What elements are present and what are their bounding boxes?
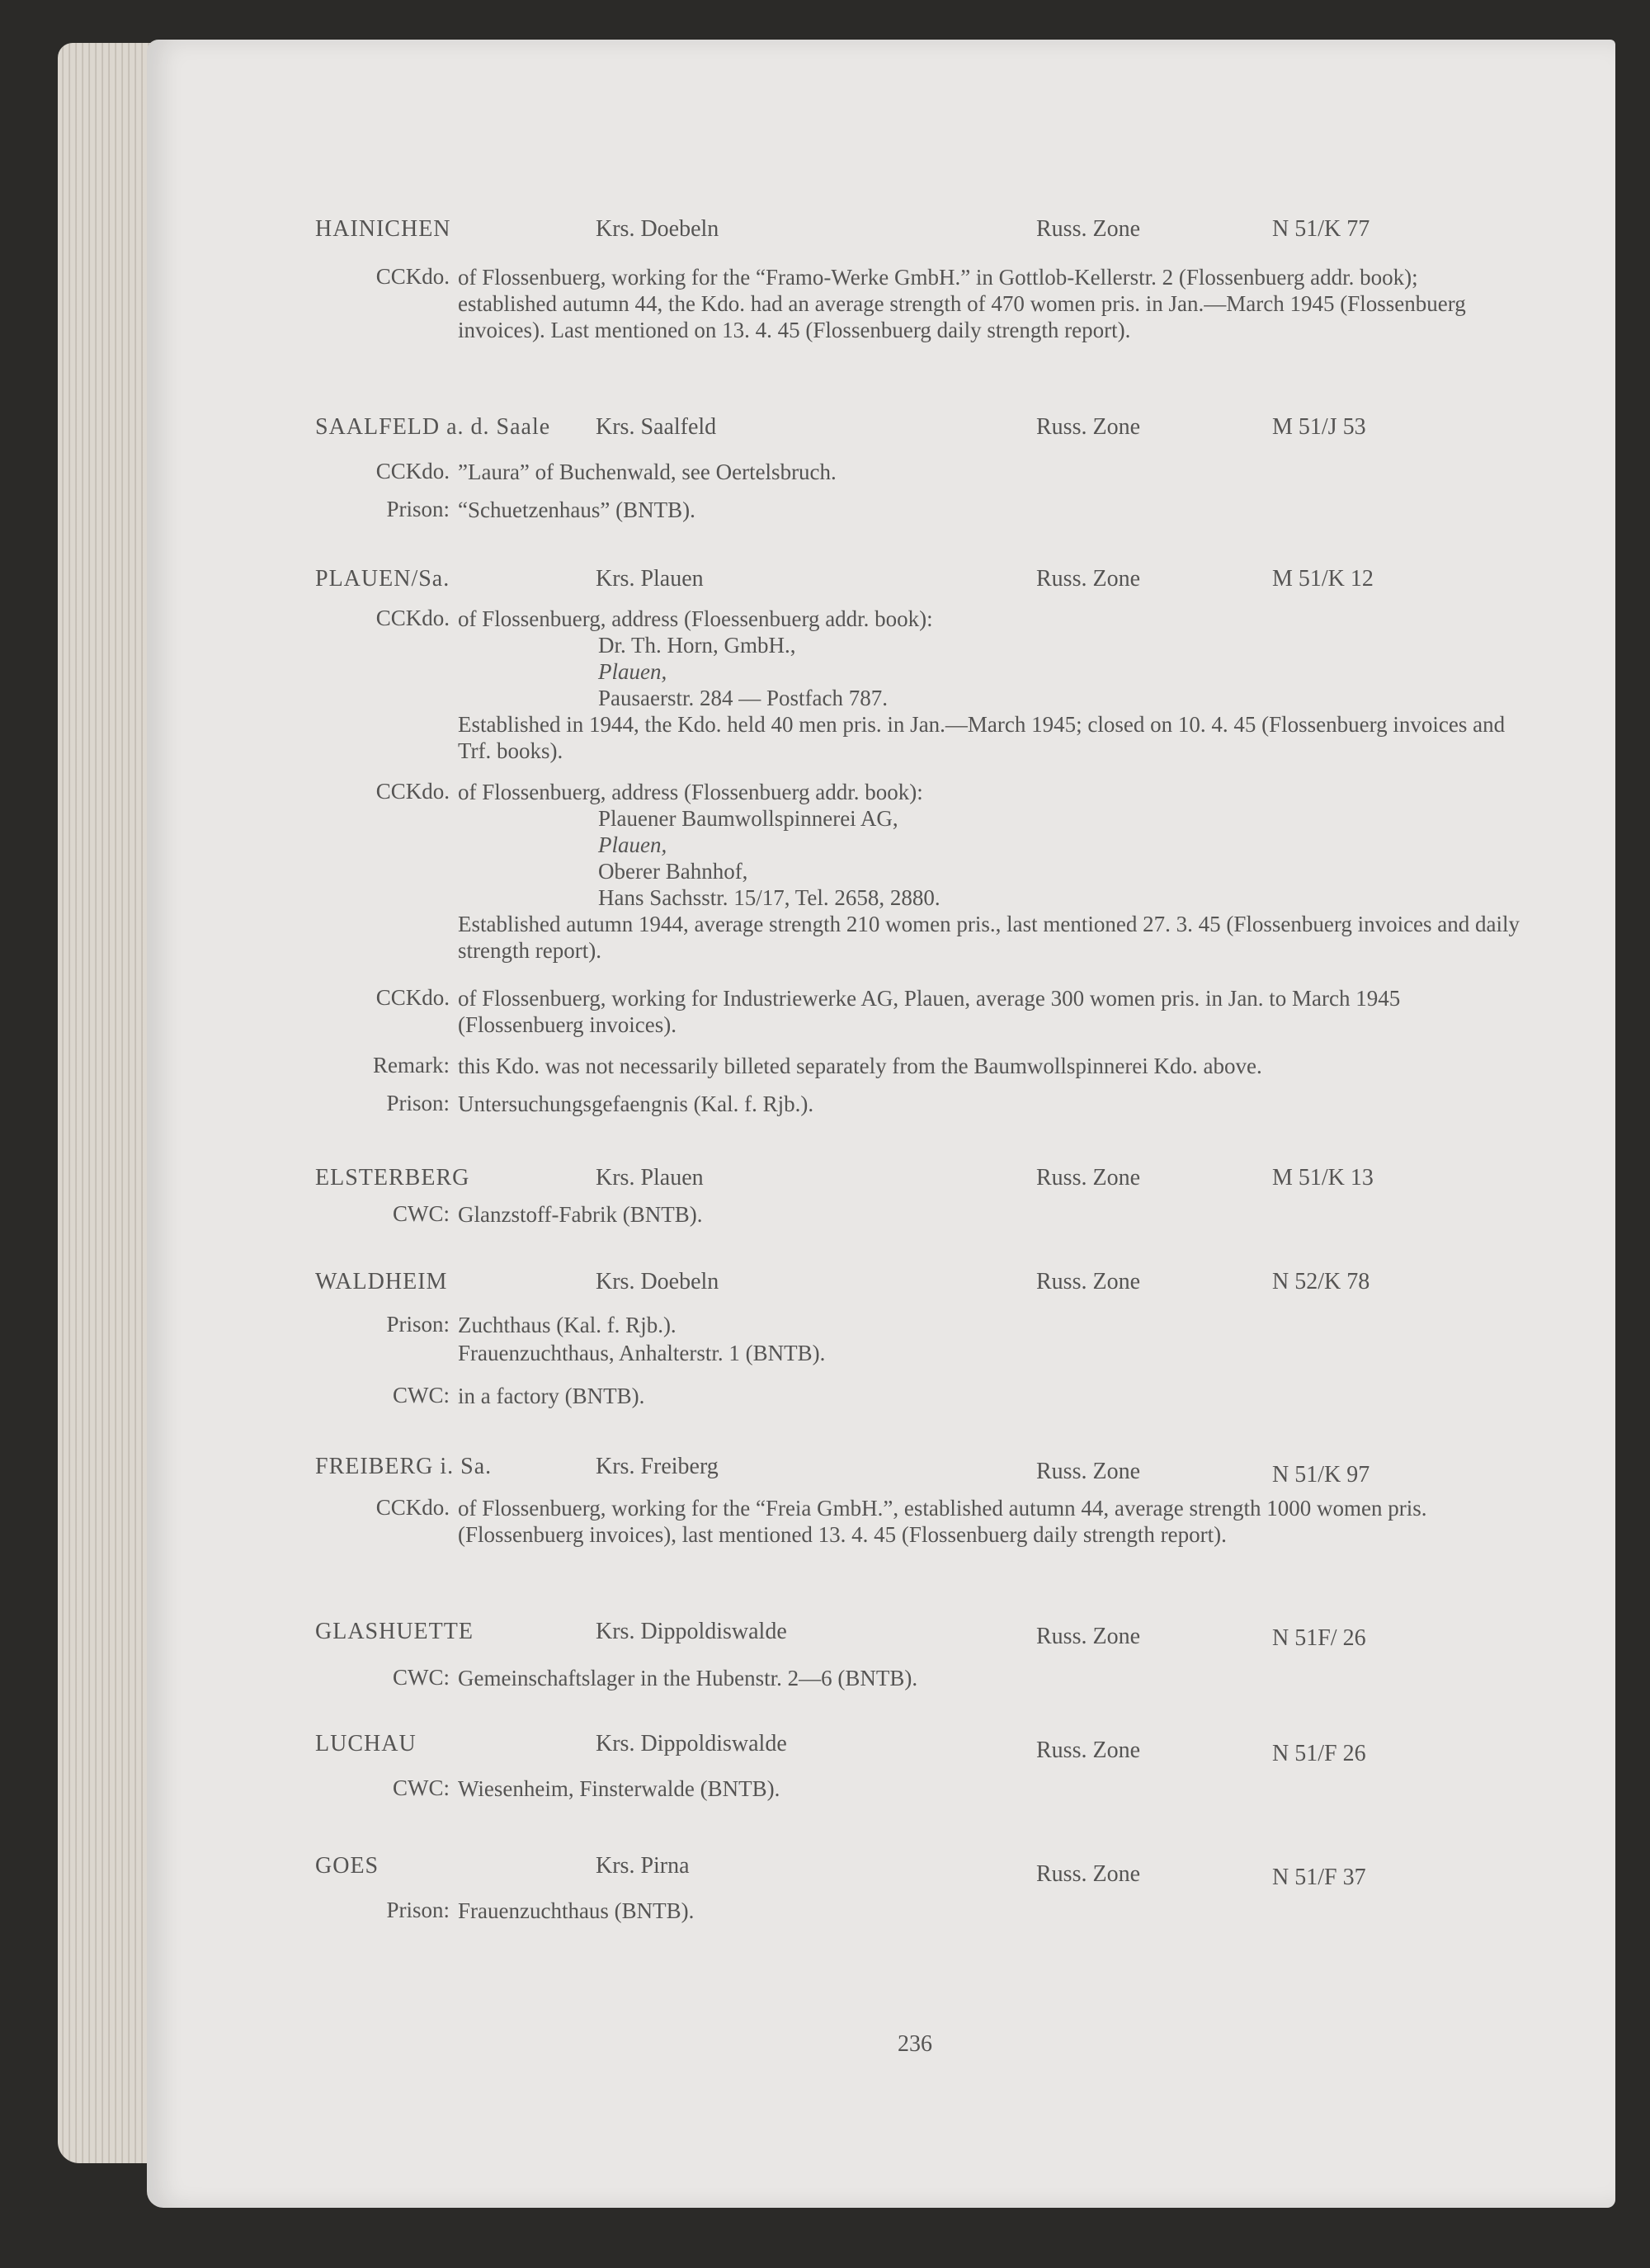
item-text: Frauenzuchthaus (BNTB). (458, 1898, 695, 1923)
place-name: SAALFELD a. d. Saale (315, 414, 551, 440)
grid-ref: N 51/F 37 (1272, 1865, 1366, 1890)
grid-ref: N 51/F 26 (1272, 1741, 1366, 1766)
district: Krs. Freiberg (596, 1454, 719, 1479)
place-name: PLAUEN/Sa. (315, 566, 450, 592)
place-name: GLASHUETTE (315, 1619, 474, 1644)
item-text: Gemeinschaftslager in the Hubenstr. 2—6 (BNTB). (458, 1666, 918, 1690)
address-line: Plauen, (598, 832, 667, 857)
item-label: CWC: (392, 1383, 450, 1407)
item-label: CCKdo. (375, 459, 450, 483)
item-label: Remark: (373, 1053, 450, 1077)
item-label: CCKdo. (375, 779, 450, 804)
item-label: CCKdo. (375, 985, 450, 1010)
zone: Russ. Zone (1036, 1165, 1140, 1191)
zone: Russ. Zone (1036, 1738, 1140, 1763)
address-line: Plauen, (598, 659, 667, 684)
item-text: of Flossenbuerg, working for the “Freia GmbH.”, established autumn 44, average strength 1000 women pris. (Flossenbuerg invoices), last mentioned 13. 4. 45 (Flossenbuerg daily strength report). (458, 1496, 1427, 1547)
address-line: Oberer Bahnhof, (598, 859, 748, 884)
address-line: Plauener Baumwollspinnerei AG, (598, 806, 898, 831)
address-line: Dr. Th. Horn, GmbH., (598, 633, 796, 658)
item-label: CWC: (392, 1201, 450, 1226)
item-text: Frauenzuchthaus, Anhalterstr. 1 (BNTB). (458, 1341, 826, 1365)
item-text: of Flossenbuerg, address (Floessenbuerg addr. book): (458, 606, 933, 631)
entry-header (0, 1165, 1650, 1198)
zone: Russ. Zone (1036, 216, 1140, 242)
grid-ref: N 51F/ 26 (1272, 1625, 1366, 1651)
district: Krs. Plauen (596, 1165, 704, 1191)
item-text: Established in 1944, the Kdo. held 40 men pris. in Jan.—March 1945; closed on 10. 4. 45 (Flossenbuerg invoices and Trf. books). (458, 712, 1506, 763)
district: Krs. Pirna (596, 1853, 690, 1879)
district: Krs. Dippoldiswalde (596, 1619, 787, 1644)
grid-ref: N 51/K 77 (1272, 216, 1370, 242)
item-label: Prison: (386, 1312, 450, 1337)
item-text: Established autumn 1944, average strength 210 women pris., last mentioned 27. 3. 45 (Flossenbuerg invoices and daily strength report). (458, 912, 1520, 963)
grid-ref: M 51/K 12 (1272, 566, 1374, 592)
item-text: ”Laura” of Buchenwald, see Oertelsbruch. (458, 460, 837, 484)
zone: Russ. Zone (1036, 566, 1140, 592)
zone: Russ. Zone (1036, 1861, 1140, 1887)
entry-header (0, 1454, 1650, 1487)
item-label: CCKdo. (375, 264, 450, 289)
item-label: CCKdo. (375, 606, 450, 630)
district: Krs. Saalfeld (596, 414, 717, 440)
item-text: Untersuchungsgefaengnis (Kal. f. Rjb.). (458, 1092, 814, 1116)
item-text: Glanzstoff-Fabrik (BNTB). (458, 1202, 703, 1227)
grid-ref: N 52/K 78 (1272, 1269, 1370, 1294)
district: Krs. Doebeln (596, 1269, 719, 1294)
district: Krs. Dippoldiswalde (596, 1731, 787, 1756)
grid-ref: N 51/K 97 (1272, 1462, 1370, 1488)
item-text: this Kdo. was not necessarily billeted separately from the Baumwollspinnerei Kdo. above. (458, 1054, 1262, 1078)
place-name: GOES (315, 1853, 380, 1879)
page-number: 236 (898, 2031, 932, 2057)
item-text: Wiesenheim, Finsterwalde (BNTB). (458, 1776, 780, 1801)
item-label: CWC: (392, 1665, 450, 1690)
item-label: Prison: (386, 497, 450, 521)
entry-header (0, 1731, 1650, 1764)
district: Krs. Plauen (596, 566, 704, 592)
entry-header (0, 1619, 1650, 1652)
item-label: Prison: (386, 1898, 450, 1922)
entry-header (0, 1269, 1650, 1302)
zone: Russ. Zone (1036, 1459, 1140, 1484)
item-text: in a factory (BNTB). (458, 1384, 645, 1408)
place-name: FREIBERG i. Sa. (315, 1454, 493, 1479)
zone: Russ. Zone (1036, 1269, 1140, 1294)
place-name: ELSTERBERG (315, 1165, 470, 1191)
grid-ref: M 51/J 53 (1272, 414, 1366, 440)
district: Krs. Doebeln (596, 216, 719, 242)
entry-header (0, 1853, 1650, 1890)
entry-header (0, 566, 1650, 599)
item-label: Prison: (386, 1091, 450, 1115)
entry-header (0, 414, 1650, 447)
item-text: Zuchthaus (Kal. f. Rjb.). (458, 1313, 676, 1337)
zone: Russ. Zone (1036, 414, 1140, 440)
item-label: CWC: (392, 1775, 450, 1800)
item-text: of Flossenbuerg, working for Industriewerke AG, Plauen, average 300 women pris. in Jan. to March 1945 (Flossenbuerg invoices). (458, 986, 1401, 1037)
entry-header (0, 216, 1650, 249)
item-text: “Schuetzenhaus” (BNTB). (458, 497, 695, 522)
item-text: of Flossenbuerg, address (Flossenbuerg addr. book): (458, 780, 923, 804)
item-text: of Flossenbuerg, working for the “Framo-Werke GmbH.” in Gottlob-Kellerstr. 2 (Flossenbuerg addr. book); established autumn 44, the Kdo. had an average strength of 470 women pris. in Jan.—March 1945 (Flossenbuerg invoices). Last mentioned on 13. 4. 45 (Flossenbuerg daily strength report). (458, 265, 1466, 342)
address-line: Pausaerstr. 284 — Postfach 787. (598, 686, 888, 710)
place-name: LUCHAU (315, 1731, 417, 1756)
grid-ref: M 51/K 13 (1272, 1165, 1374, 1191)
place-name: HAINICHEN (315, 216, 451, 242)
place-name: WALDHEIM (315, 1269, 448, 1294)
item-label: CCKdo. (375, 1495, 450, 1520)
address-line: Hans Sachsstr. 15/17, Tel. 2658, 2880. (598, 885, 940, 910)
zone: Russ. Zone (1036, 1624, 1140, 1649)
